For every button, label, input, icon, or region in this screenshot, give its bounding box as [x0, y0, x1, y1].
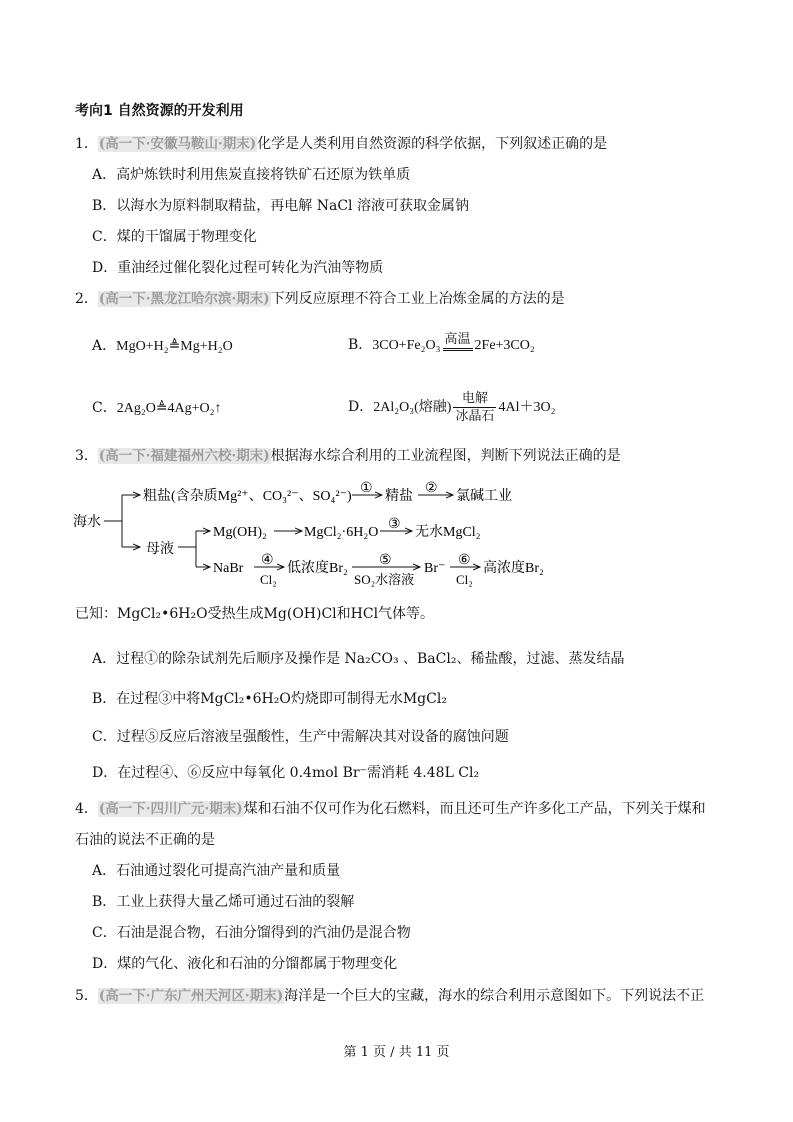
- step-5-label: ⑤: [379, 553, 392, 568]
- question-5: [75, 987, 704, 1005]
- option-label: B．: [348, 337, 373, 353]
- question-source: (高一下·福建福州六校·期末): [98, 448, 270, 464]
- option-a[interactable]: A．过程①的除杂试剂先后顺序及操作是 Na₂CO₃ 、BaCl₂、稀盐酸，过滤、蒸发结晶: [92, 651, 625, 667]
- condition-bottom: 冰晶石: [455, 408, 495, 424]
- question-2: [75, 290, 565, 308]
- chlorine-b-label: Cl₂: [456, 572, 473, 587]
- question-source: (高一下·四川广元·期末): [98, 801, 243, 817]
- equation-left: 2Al₂O₃(熔融): [373, 400, 452, 415]
- question-stem: 根据海水综合利用的工业流程图，判断下列说法正确的是: [270, 448, 621, 464]
- mother-liquor-label: 母液: [146, 542, 174, 557]
- question-source: (高一下·安徽马鞍山·期末): [98, 136, 257, 152]
- step-4-label: ④: [261, 553, 274, 568]
- option-a[interactable]: A．石油通过裂化可提高汽油产量和质量: [92, 863, 341, 879]
- section-title: 考向1 自然资源的开发利用: [75, 103, 244, 119]
- question-4: [75, 800, 706, 818]
- option-c[interactable]: C．煤的干馏属于物理变化: [92, 229, 257, 245]
- equation: MgO+H₂≜Mg+H₂O: [116, 339, 233, 354]
- chlorine-a-label: Cl₂: [260, 572, 277, 587]
- anhydrous-mgcl2-label: 无水MgCl₂: [415, 525, 481, 540]
- question-stem: 下列反应原理不符合工业上冶炼金属的方法的是: [270, 291, 565, 307]
- page-footer: 第 1 页 / 共 11 页: [343, 1045, 450, 1060]
- reaction-condition: [453, 391, 496, 424]
- question-number: 3．: [75, 448, 98, 464]
- known-condition: 已知：MgCl₂•6H₂O受热生成Mg(OH)Cl和HCl气体等。: [75, 606, 435, 622]
- condition-top: 高温: [444, 332, 471, 347]
- option-d[interactable]: D．煤的气化、液化和石油的分馏都属于物理变化: [92, 956, 398, 972]
- question-number: 1．: [75, 136, 98, 152]
- option-c[interactable]: C．过程⑤反应后溶液呈强酸性，生产中需解决其对设备的腐蚀问题: [92, 729, 509, 745]
- question-stem: 煤和石油不仅可作为化石燃料，而且还可生产许多化工产品，下列关于煤和: [243, 801, 706, 817]
- option-label: C．: [92, 400, 117, 416]
- question-stem: 海洋是一个巨大的宝藏，海水的综合利用示意图如下。下列说法不正: [284, 988, 705, 1004]
- question-stem: 化学是人类利用自然资源的科学依据，下列叙述正确的是: [257, 136, 608, 152]
- refined-salt-label: 精盐: [385, 489, 413, 504]
- nabr-label: NaBr: [213, 561, 244, 576]
- equation-right: 4Al＋3O₂: [498, 400, 556, 415]
- option-b[interactable]: B．工业上获得大量乙烯可通过石油的裂解: [92, 894, 355, 910]
- chlor-alkali-label: 氯碱工业: [456, 489, 512, 504]
- option-d[interactable]: D．在过程④、⑥反应中每氧化 0.4mol Br⁻需消耗 4.48L Cl₂: [92, 765, 480, 781]
- mgoh2-label: Mg(OH)₂: [213, 525, 267, 540]
- so2-solution-label: SO₂水溶液: [354, 572, 415, 587]
- step-2-label: ②: [425, 481, 438, 496]
- question-source: (高一下·广东广州天河区·期末): [98, 988, 284, 1004]
- option-label: A．: [92, 338, 117, 354]
- crude-salt-label: 粗盐(含杂质Mg²⁺、CO₃²⁻、SO₄²⁻): [143, 489, 352, 504]
- step-3-label: ③: [388, 517, 401, 532]
- question-stem-continued: 石油的说法不正确的是: [75, 832, 215, 848]
- option-d[interactable]: D．重油经过催化裂化过程可转化为汽油等物质: [92, 260, 384, 276]
- option-a[interactable]: [92, 337, 233, 356]
- option-label: D．: [348, 399, 374, 415]
- option-a[interactable]: A．高炉炼铁时利用焦炭直接将铁矿石还原为铁单质: [92, 167, 411, 183]
- option-c[interactable]: C．石油是混合物，石油分馏得到的汽油仍是混合物: [92, 925, 411, 941]
- equation-right: 2Fe+3CO₂: [474, 338, 535, 353]
- question-number: 2．: [75, 291, 98, 307]
- option-b[interactable]: B．在过程③中将MgCl₂•6H₂O灼烧即可制得无水MgCl₂: [92, 691, 447, 707]
- mgcl2-hydrate-label: MgCl₂·6H₂O: [304, 525, 379, 540]
- reaction-condition: [443, 332, 473, 352]
- question-number: 5．: [75, 988, 98, 1004]
- seawater-flow-diagram: [70, 476, 570, 588]
- seawater-label: 海水: [73, 515, 101, 530]
- option-d[interactable]: [348, 385, 555, 430]
- step-1-label: ①: [360, 481, 373, 496]
- equation-left: 3CO+Fe₂O₃: [372, 338, 441, 353]
- step-6-label: ⑥: [458, 553, 471, 568]
- option-c[interactable]: [92, 399, 222, 418]
- bromide-ion-label: Br⁻: [424, 561, 446, 576]
- option-b[interactable]: [348, 328, 535, 363]
- high-bromine-label: 高浓度Br₂: [483, 561, 544, 576]
- low-bromine-label: 低浓度Br₂: [287, 561, 348, 576]
- condition-top: 电解: [461, 390, 488, 406]
- option-b[interactable]: B．以海水为原料制取精盐，再电解 NaCl 溶液可获取金属钠: [92, 198, 469, 214]
- question-3: [75, 447, 621, 465]
- question-number: 4．: [75, 801, 98, 817]
- question-1: [75, 135, 607, 153]
- question-source: (高一下·黑龙江哈尔滨·期末): [98, 291, 270, 307]
- equation: 2Ag₂O≜4Ag+O₂↑: [116, 401, 222, 416]
